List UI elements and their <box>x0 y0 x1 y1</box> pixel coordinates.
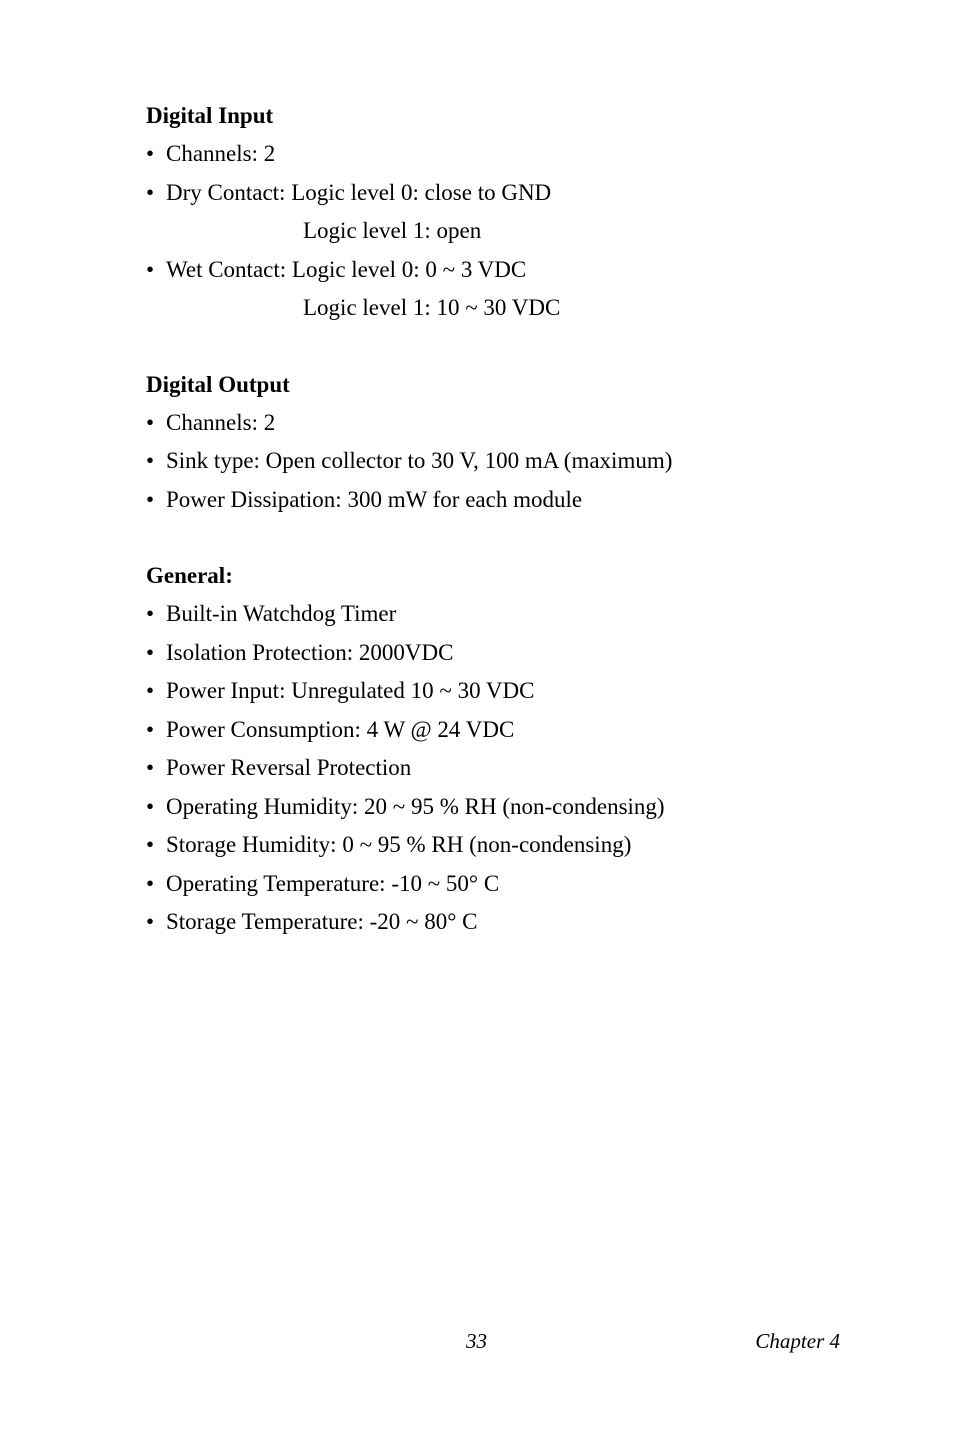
section-heading: Digital Output <box>146 371 290 397</box>
bullet-icon: • <box>146 409 155 435</box>
list-item-text: Channels: 2 <box>166 409 276 435</box>
bullet-icon: • <box>146 639 155 665</box>
section-digital-input <box>146 100 866 323</box>
section-spacer <box>146 522 866 560</box>
list-item-text: Power Reversal Protection <box>166 755 412 780</box>
section-spacer <box>146 331 866 369</box>
list-item-text: Dry Contact: Logic level 0: close to GND <box>166 179 552 205</box>
list-item-text: Isolation Protection: 2000VDC <box>166 639 454 665</box>
bullet-icon: • <box>146 678 155 703</box>
document-body <box>146 100 866 945</box>
section-digital-output <box>146 369 866 515</box>
list-item-text: Sink type: Open collector to 30 V, 100 mA (maximum) <box>166 448 673 473</box>
list-item-text: Power Dissipation: 300 mW for each module <box>166 486 583 512</box>
list-item <box>146 906 866 937</box>
list-item <box>146 598 866 629</box>
bullet-icon: • <box>146 716 155 742</box>
list-item <box>146 445 866 476</box>
section-heading: Digital Input <box>146 103 274 128</box>
bullet-icon: • <box>146 141 155 166</box>
bullet-icon: • <box>146 256 155 282</box>
list-item-text: Operating Temperature: -10 ~ 50° C <box>166 870 500 896</box>
list-item-text: Wet Contact: Logic level 0: 0 ~ 3 VDC <box>166 256 527 282</box>
list-item <box>146 484 866 515</box>
list-item-text: Power Input: Unregulated 10 ~ 30 VDC <box>166 678 535 703</box>
list-item <box>146 714 866 745</box>
list-item-text: Operating Humidity: 20 ~ 95 % RH (non-condensing) <box>166 793 665 819</box>
list-item <box>146 637 866 668</box>
section-heading: General: <box>146 563 233 588</box>
chapter-label: Chapter 4 <box>755 1329 840 1353</box>
list-item-text: Storage Temperature: -20 ~ 80° C <box>166 909 478 934</box>
list-item <box>146 177 866 208</box>
list-item <box>146 254 866 285</box>
bullet-icon: • <box>146 755 155 780</box>
list-item <box>146 407 866 438</box>
bullet-icon: • <box>146 448 155 473</box>
list-item-text: Channels: 2 <box>166 141 276 166</box>
list-item <box>146 791 866 822</box>
list-item-continuation: Logic level 1: 10 ~ 30 VDC <box>303 295 561 320</box>
list-item <box>146 138 866 169</box>
bullet-icon: • <box>146 832 155 857</box>
bullet-icon: • <box>146 486 155 512</box>
list-item <box>146 829 866 860</box>
bullet-icon: • <box>146 870 155 896</box>
bullet-icon: • <box>146 909 155 934</box>
bullet-icon: • <box>146 601 155 626</box>
list-item <box>146 675 866 706</box>
section-general <box>146 560 866 937</box>
bullet-icon: • <box>146 179 155 205</box>
list-item-text: Built-in Watchdog Timer <box>166 601 397 626</box>
list-item-text: Power Consumption: 4 W @ 24 VDC <box>166 716 515 742</box>
list-item <box>146 868 866 899</box>
bullet-icon: • <box>146 793 155 819</box>
page-number: 33 <box>466 1329 487 1353</box>
list-item-text: Storage Humidity: 0 ~ 95 % RH (non-condensing) <box>166 832 632 857</box>
list-item <box>146 752 866 783</box>
list-item-continuation: Logic level 1: open <box>303 218 482 243</box>
